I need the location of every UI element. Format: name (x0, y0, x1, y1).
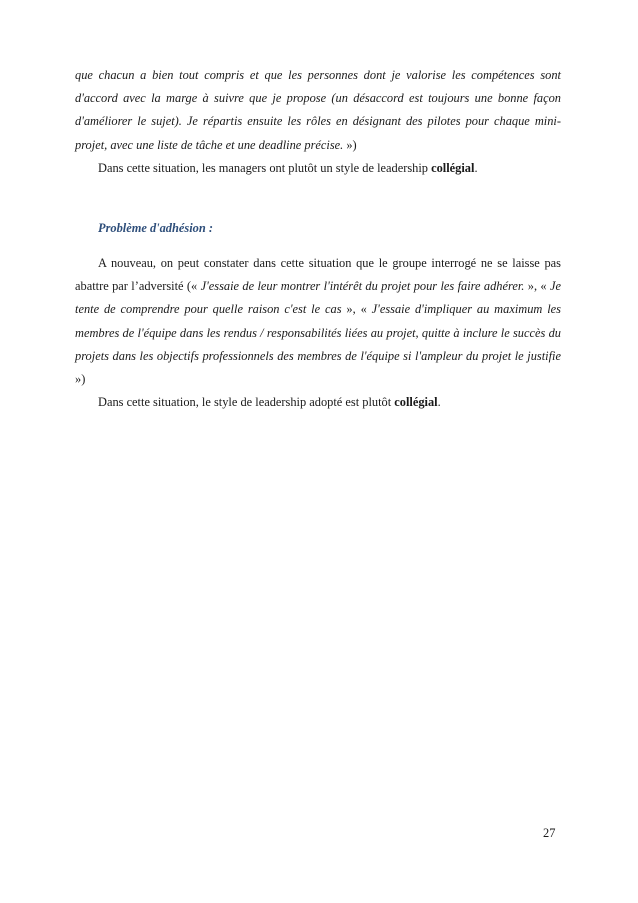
section-heading: Problème d'adhésion : (98, 221, 213, 235)
body-paragraph-2 (75, 252, 561, 391)
conclusion-suffix-2: . (437, 395, 441, 410)
conclusion-prefix-2: Dans cette situation, le style de leadership adopté est plutôt (98, 395, 395, 410)
paragraph-block-2 (75, 252, 561, 414)
conclusion-suffix: . (474, 160, 478, 175)
intro-text: A nouveau, on peut constater dans cette situation que le groupe interrogé ne se laisse pas abattre par l’adversité (« (75, 256, 561, 294)
conclusion-prefix: Dans cette situation, les managers ont plutôt un style de leadership (98, 160, 432, 175)
paragraph-block-1 (75, 64, 561, 180)
quote-text: que chacun a bien tout compris et que les personnes dont je valorise les compétences sont d'accord avec la marge à suivre que je propose (un désaccord est toujours une bonne façon d'améliorer le sujet). Je répartis ensuite les rôles en désignant des pilotes pour chaque mini-projet, avec une liste de tâche et une deadline précise. (75, 68, 561, 152)
conclusion-paragraph-1 (75, 157, 561, 180)
quote-2: Je tente de comprendre pour quelle raison c'est le cas (75, 279, 561, 317)
quote-close: ») (343, 137, 357, 152)
conclusion-emphasis-2: collégial (394, 395, 438, 410)
conclusion-paragraph-2 (75, 391, 561, 414)
quote-paragraph-1 (75, 64, 561, 157)
quote-1: J'essaie de leur montrer l'intérêt du projet pour les faire adhérer. (200, 279, 525, 294)
separator-2: », « (341, 302, 372, 317)
quote-3: J'essaie d'impliquer au maximum les membres de l'équipe dans les rendus / responsabilités liées au projet, quitte à inclure le succès du projets dans les objectifs professionnels des membres de l'équipe si l'ampleur du projet le justifie (75, 302, 561, 363)
separator-1: », « (524, 279, 550, 294)
page-number: 27 (543, 826, 556, 840)
conclusion-emphasis: collégial (431, 160, 475, 175)
quote-close-2: ») (75, 372, 86, 387)
